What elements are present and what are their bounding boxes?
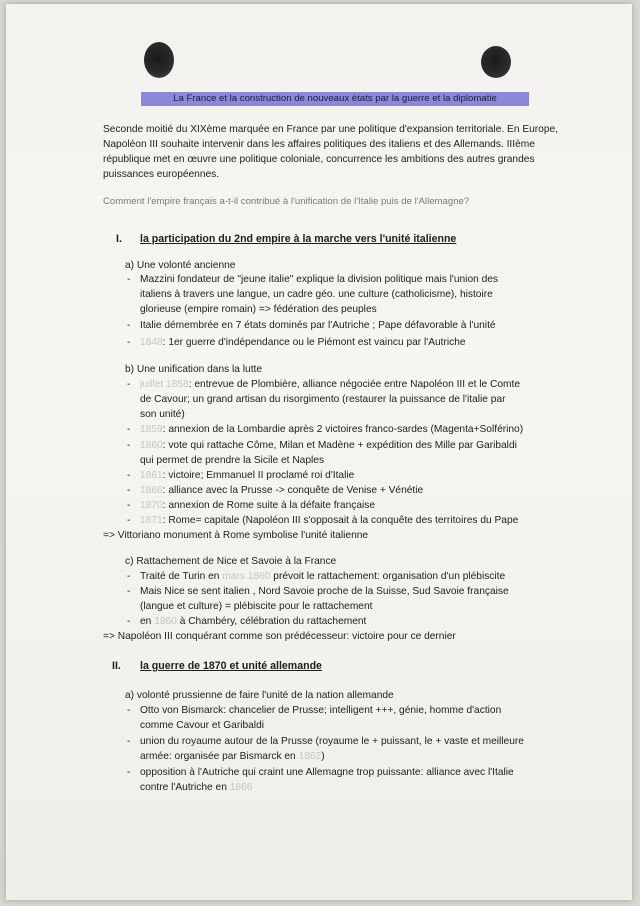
bullet-dash: - — [127, 515, 131, 526]
bullet-text: Mazzini fondateur de "jeune italie" explique la division politique mais l'union des — [140, 274, 499, 285]
bullet-dash: - — [127, 767, 131, 778]
date-text: 1860 — [140, 440, 163, 451]
date-text: 1861 — [140, 470, 163, 481]
section-1-title: la participation du 2nd empire à la marche vers l'unité italienne — [140, 233, 457, 245]
date-text: 1871 — [140, 515, 163, 526]
date-text: 1848 — [140, 337, 163, 348]
date-text: 1870 — [140, 500, 163, 511]
bullet-dash: - — [127, 616, 131, 627]
bullet-text: de Cavour; un grand artisan du risorgimento (restaurer la puissance de l'italie par — [140, 394, 506, 405]
bullet-dash: - — [127, 274, 131, 285]
bullet-text: Otto von Bismarck: chancelier de Prusse; intelligent +++, génie, homme d'action — [140, 705, 502, 716]
bullet-text: opposition à l'Autriche qui craint une Allemagne trop puissante: alliance avec l'Italie — [140, 767, 514, 778]
punch-hole-right — [481, 46, 511, 78]
bullet-text: Italie démembrée en 7 états dominés par l'Autriche ; Pape défavorable à l'unité — [140, 320, 496, 331]
date-text: 1860 — [154, 616, 177, 627]
section-1-number: I. — [116, 233, 122, 245]
bullet-dash: - — [127, 440, 131, 451]
bullet-text: 1866: alliance avec la Prusse -> conquête de Venise + Vénétie — [140, 485, 424, 496]
bullet-text: 1860: vote qui rattache Côme, Milan et Madène + expédition des Mille par Garibaldi — [140, 440, 517, 451]
bullet-dash: - — [127, 424, 131, 435]
bullet-dash: - — [127, 379, 131, 390]
bullet-dash: - — [127, 500, 131, 511]
date-text: 1866 — [140, 485, 163, 496]
bullet-dash: - — [127, 571, 131, 582]
section-1b-label: b) Une unification dans la lutte — [125, 364, 263, 375]
bullet-text: armée: organisée par Bismarck en 1862) — [140, 751, 325, 762]
date-text: 1859 — [140, 424, 163, 435]
bullet-text: contre l'Autriche en 1866 — [140, 782, 253, 793]
bullet-text: 1861: victoire; Emmanuel II proclamé roi d'Italie — [140, 470, 355, 481]
bullet-text: union du royaume autour de la Prusse (royaume le + puissant, le + vaste et meilleure — [140, 736, 524, 747]
section-2-title: la guerre de 1870 et unité allemande — [140, 660, 322, 672]
bullet-dash: - — [127, 705, 131, 716]
bullet-dash: - — [127, 586, 131, 597]
section-2-number: II. — [112, 660, 121, 672]
document-title: La France et la construction de nouveaux états par la guerre et la diplomatie — [141, 92, 529, 106]
intro-paragraph: Seconde moitié du XIXème marquée en France par une politique d'expansion territoriale. En Europe, Napoléon III souhaite intervenir dans les affaires politiques des italiens et des Allemands. IIIème république met en œuvre une politique coloniale, concurrence les ambitions des autres grandes puissances européennes. — [103, 124, 558, 180]
date-text: mars 1860 — [222, 571, 271, 582]
bullet-text: (langue et culture) = plébiscite pour le rattachement — [140, 601, 373, 612]
bullet-text: comme Cavour et Garibaldi — [140, 720, 264, 731]
bullet-text: glorieuse (empire romain) => fédération des peuples — [140, 304, 377, 315]
bullet-text: 1848: 1er guerre d'indépendance ou le Piémont est vaincu par l'Autriche — [140, 337, 466, 348]
section-1c-label: c) Rattachement de Nice et Savoie à la France — [125, 556, 337, 567]
punch-hole-left — [144, 42, 174, 78]
bullet-text: en 1860 à Chambéry, célébration du rattachement — [140, 616, 367, 627]
section-2a-label: a) volonté prussienne de faire l'unité de la nation allemande — [125, 690, 394, 701]
bullet-text: son unité) — [140, 409, 185, 420]
bullet-dash: - — [127, 320, 131, 331]
conclusion-line: => Vittoriano monument à Rome symbolise l'unité italienne — [103, 530, 369, 541]
bullet-text: 1871: Rome= capitale (Napoléon III s'opposait à la conquête des territoires du Pape — [140, 515, 519, 526]
date-text: 1862 — [298, 751, 322, 762]
problem-question: Comment l'empire français a-t-il contribué à l'unification de l'Italie puis de l'Allemagne? — [103, 196, 470, 207]
bullet-text: qui permet de prendre la Sicile et Naples — [140, 455, 325, 466]
bullet-text: 1859: annexion de la Lombardie après 2 victoires franco-sardes (Magenta+Solférino) — [140, 424, 524, 435]
conclusion-line: => Napoléon III conquérant comme son prédécesseur: victoire pour ce dernier — [103, 631, 456, 642]
section-1a-label: a) Une volonté ancienne — [125, 260, 236, 271]
bullet-text: Traité de Turin en mars 1860 prévoit le rattachement: organisation d'un plébiscite — [140, 571, 506, 582]
date-text: juillet 1858 — [140, 379, 189, 390]
bullet-text: Mais Nice se sent italien , Nord Savoie proche de la Suisse, Sud Savoie française — [140, 586, 509, 597]
paper-sheet — [6, 4, 632, 900]
bullet-dash: - — [127, 337, 131, 348]
bullet-dash: - — [127, 736, 131, 747]
bullet-text: 1870: annexion de Rome suite à la défaite française — [140, 500, 376, 511]
bullet-text: italiens à travers une langue, un cadre géo. une culture (catholicisme), histoire — [140, 289, 493, 300]
date-text: 1866 — [229, 782, 253, 793]
bullet-dash: - — [127, 485, 131, 496]
bullet-dash: - — [127, 470, 131, 481]
bullet-text: juillet 1858: entrevue de Plombière, alliance négociée entre Napoléon III et le Comte — [140, 379, 521, 390]
